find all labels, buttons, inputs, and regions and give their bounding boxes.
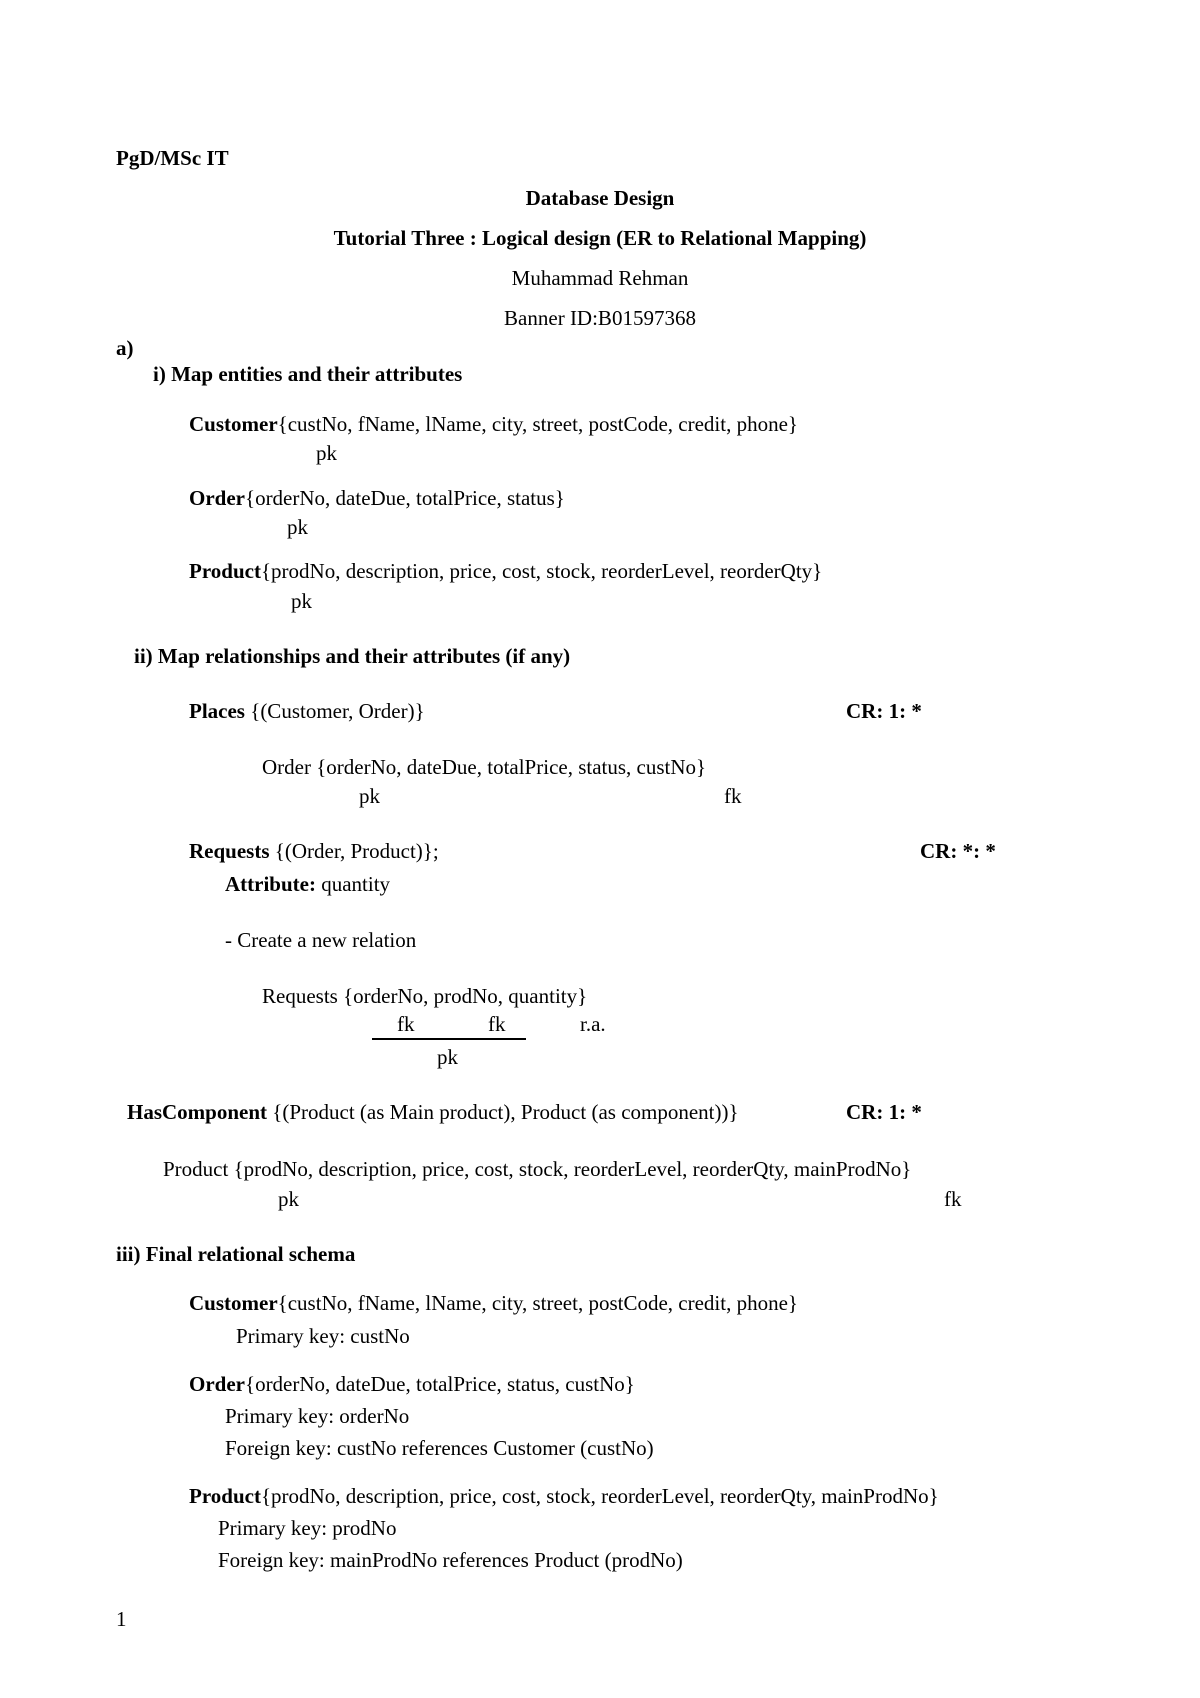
fk-marker: fk bbox=[944, 1187, 962, 1211]
entity-name: Product bbox=[189, 559, 261, 583]
part-ii-heading: ii) Map relationships and their attributes (if any) bbox=[134, 644, 571, 668]
relationship-name: Requests bbox=[189, 839, 270, 863]
primary-key-line: Primary key: orderNo bbox=[225, 1404, 410, 1428]
relationship-requests bbox=[189, 841, 439, 862]
attribute-label: Attribute: bbox=[225, 872, 316, 896]
course-title: Database Design bbox=[525, 186, 675, 210]
part-i-heading: i) Map entities and their attributes bbox=[153, 362, 463, 386]
cardinality-ratio: CR: 1: * bbox=[846, 1100, 922, 1124]
fk-marker: fk bbox=[397, 1012, 415, 1036]
entity-attributes: {orderNo, dateDue, totalPrice, status, custNo} bbox=[244, 1372, 635, 1396]
entity-attributes: {orderNo, dateDue, totalPrice, status} bbox=[244, 486, 565, 510]
entity-attributes: {prodNo, description, price, cost, stock, reorderLevel, reorderQty} bbox=[260, 559, 823, 583]
relationship-places bbox=[189, 701, 425, 722]
attribute-value: quantity bbox=[315, 872, 391, 896]
pk-marker: pk bbox=[291, 589, 312, 613]
relationship-attribute bbox=[225, 874, 390, 895]
relationship-entities: {(Order, Product)}; bbox=[269, 839, 439, 863]
banner-id: Banner ID:B01597368 bbox=[504, 306, 696, 330]
composite-key-underline bbox=[372, 1038, 526, 1040]
entity-attributes: {prodNo, description, price, cost, stock, reorderLevel, reorderQty, mainProdNo} bbox=[260, 1484, 939, 1508]
relationship-attribute-marker: r.a. bbox=[580, 1012, 606, 1036]
cardinality-ratio: CR: *: * bbox=[920, 839, 996, 863]
fk-marker: fk bbox=[724, 784, 742, 808]
entity-product bbox=[189, 561, 822, 582]
author-name: Muhammad Rehman bbox=[511, 266, 689, 290]
tutorial-title: Tutorial Three : Logical design (ER to Relational Mapping) bbox=[333, 226, 867, 250]
relationship-name: Places bbox=[189, 699, 245, 723]
new-relation-note: - Create a new relation bbox=[225, 928, 417, 952]
final-order bbox=[189, 1374, 635, 1395]
relationship-entities: {(Customer, Order)} bbox=[244, 699, 425, 723]
primary-key-line: Primary key: custNo bbox=[236, 1324, 410, 1348]
entity-name: Order bbox=[189, 486, 245, 510]
pk-marker: pk bbox=[278, 1187, 299, 1211]
relationship-entities: {(Product (as Main product), Product (as component))} bbox=[267, 1100, 739, 1124]
foreign-key-line: Foreign key: mainProdNo references Product (prodNo) bbox=[218, 1548, 683, 1572]
relationship-name: HasComponent bbox=[127, 1100, 268, 1124]
entity-attributes: {custNo, fName, lName, city, street, postCode, credit, phone} bbox=[277, 1291, 798, 1315]
pk-marker: pk bbox=[287, 515, 308, 539]
pk-marker: pk bbox=[359, 784, 380, 808]
entity-name: Customer bbox=[189, 1291, 278, 1315]
section-a-label: a) bbox=[116, 336, 134, 360]
part-iii-heading: iii) Final relational schema bbox=[116, 1242, 356, 1266]
entity-attributes: {custNo, fName, lName, city, street, postCode, credit, phone} bbox=[277, 412, 798, 436]
final-customer bbox=[189, 1293, 798, 1314]
pk-marker: pk bbox=[437, 1045, 458, 1069]
entity-name: Order bbox=[189, 1372, 245, 1396]
relation-requests: Requests {orderNo, prodNo, quantity} bbox=[262, 984, 588, 1008]
program-label: PgD/MSc IT bbox=[116, 146, 229, 170]
primary-key-line: Primary key: prodNo bbox=[218, 1516, 397, 1540]
relation-product: Product {prodNo, description, price, cost, stock, reorderLevel, reorderQty, mainProdNo} bbox=[163, 1157, 912, 1181]
foreign-key-line: Foreign key: custNo references Customer (custNo) bbox=[225, 1436, 654, 1460]
relation-order: Order {orderNo, dateDue, totalPrice, status, custNo} bbox=[262, 755, 707, 779]
pk-marker: pk bbox=[316, 441, 337, 465]
relationship-hascomponent bbox=[127, 1102, 739, 1123]
entity-name: Product bbox=[189, 1484, 261, 1508]
page-number: 1 bbox=[116, 1607, 127, 1631]
entity-name: Customer bbox=[189, 412, 278, 436]
entity-customer bbox=[189, 414, 798, 435]
entity-order bbox=[189, 488, 565, 509]
final-product bbox=[189, 1486, 939, 1507]
cardinality-ratio: CR: 1: * bbox=[846, 699, 922, 723]
fk-marker: fk bbox=[488, 1012, 506, 1036]
